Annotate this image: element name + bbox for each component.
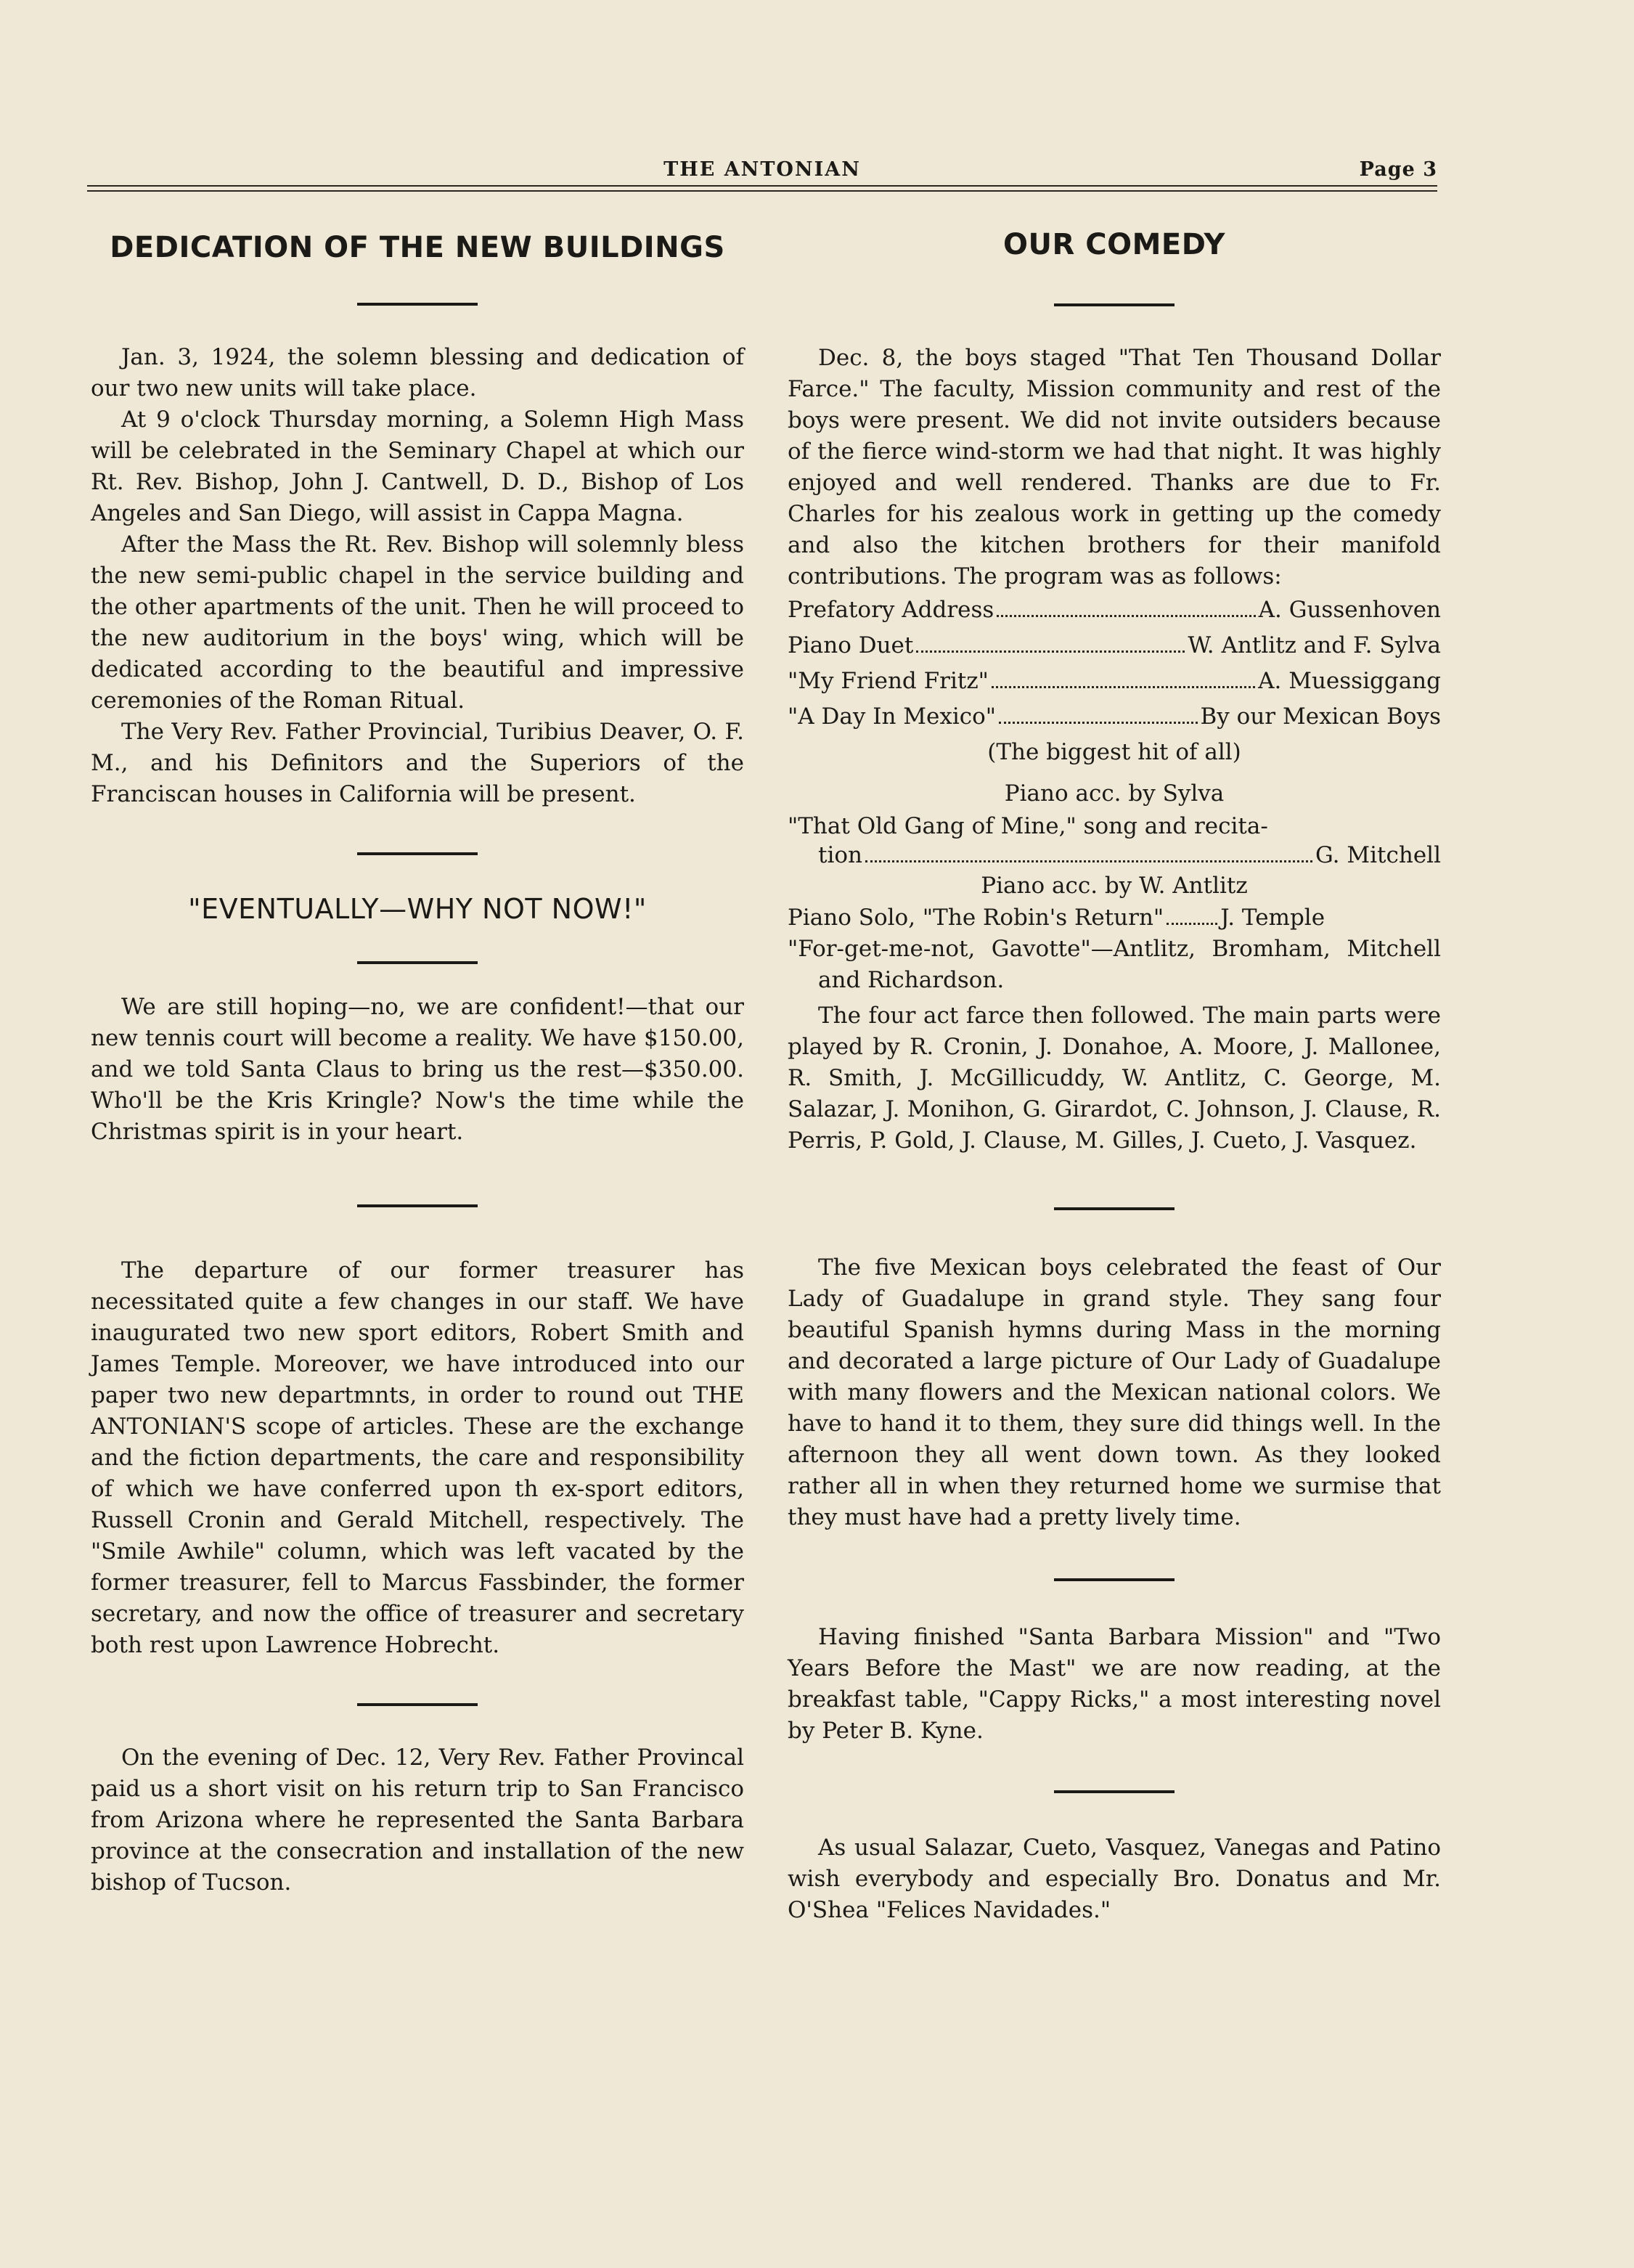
program-item: tion (818, 842, 863, 868)
comedy-headline: OUR COMEDY (1003, 228, 1225, 261)
dedication-paragraph: At 9 o'clock Thursday morning, a Solemn High Mass will be celebrated in the Seminary Chapel at which our Rt. Rev. Bishop, John J. Cantwell, D. D., Bishop of Los Angeles and San Diego, will assist in Cappa Magna. (91, 407, 744, 526)
program-performer: G. Mitchell (1315, 842, 1441, 868)
program-note: (The biggest hit of all) (987, 739, 1241, 765)
section-divider (1054, 1790, 1175, 1793)
program-item: Prefatory Address (788, 597, 994, 623)
provincial-visit-article: On the evening of Dec. 12, Very Rev. Father Provincal paid us a short visit on his return trip to San Francisco from Arizona where he represented the Santa Barbara province at the consecration and installation of the new bishop of Tucson. (91, 1745, 744, 1896)
section-divider (357, 852, 478, 855)
leader-dots (865, 860, 1312, 862)
program-row (788, 592, 1441, 628)
dedication-paragraph: Jan. 3, 1924, the solemn blessing and dedication of our two new units will take place. (91, 344, 744, 401)
program-row (788, 841, 1441, 870)
leader-dots (916, 650, 1185, 653)
left-column (91, 218, 744, 1898)
eventually-headline: "EVENTUALLY—WHY NOT NOW!" (188, 893, 647, 925)
program-performer: By our Mexican Boys (1200, 703, 1441, 730)
program-item: Piano Solo, "The Robin's Return" (788, 905, 1164, 931)
leader-dots (997, 615, 1255, 617)
staff-changes-article: The departure of our former treasurer has necessitated quite a few changes in our staff. We have inaugurated two new sport editors, Robert Smith and James Temple. Moreover, we have introduced into our paper two new departmnts, in order to round out THE ANTONIAN'S scope of articles. These are the exchange and the fiction departments, the care and responsibility of which we have conferred upon th ex-sport editors, Russell Cronin and Gerald Mitchell, respectively. The "Smile Awhile" column, which was left vacated by the former treasurer, fell to Marcus Fassbinder, the former secretary, and now the office of treasurer and secretary both rest upon Lawrence Hobrecht. (91, 1257, 744, 1658)
program-performer: A. Gussenhoven (1258, 597, 1441, 623)
program-gavotte: "For-get-me-not, Gavotte"—Antlitz, Bromham, Mitchell and Richardson. (788, 936, 1441, 993)
section-divider (357, 303, 478, 306)
dedication-paragraph: After the Mass the Rt. Rev. Bishop will solemnly bless the new semi-public chapel in the service building and the other apartments of the unit. Then he will proceed to the new auditorium in the boys' wing, which will be dedicated according to the beautiful and impressive ceremonies of the Roman Ritual. (91, 531, 744, 714)
header-rule-top (87, 185, 1437, 187)
tennis-court-article: We are still hoping—no, we are confident!—that our new tennis court will become a reality. We have $150.00, and we told Santa Claus to bring us the rest—$350.00. Who'll be the Kris Kringle? Now's the time while the Christmas spirit is in your heart. (91, 994, 744, 1145)
program-performer: J. Temple (1220, 905, 1325, 931)
dedication-headline: DEDICATION OF THE NEW BUILDINGS (110, 231, 725, 264)
comedy-cast: The four act farce then followed. The main parts were played by R. Cronin, J. Donahoe, A. Moore, J. Mallonee, R. Smith, J. McGillicuddy, W. Antlitz, C. George, M. Salazar, J. Monihon, G. Girardot, C. Johnson, J. Clause, R. Perris, P. Gold, J. Clause, M. Gilles, J. Cueto, J. Vasquez. (788, 1003, 1441, 1154)
page-number: Page 3 (1359, 158, 1437, 181)
dedication-article (91, 342, 744, 810)
program-row (788, 902, 1441, 934)
newspaper-title: THE ANTONIAN (663, 158, 861, 181)
header-rule-bottom (87, 190, 1437, 192)
greetings-article: As usual Salazar, Cueto, Vasquez, Vanegas and Patino wish everybody and especially Bro. Donatus and Mr. O'Shea "Felices Navidades." (788, 1835, 1441, 1923)
program-item: Piano Duet (788, 632, 914, 658)
leader-dots (999, 722, 1197, 724)
leader-dots (1167, 923, 1217, 925)
page-header (87, 158, 1437, 193)
program-item-line: "That Old Gang of Mine," song and recita- (788, 813, 1268, 839)
right-column (788, 218, 1441, 1926)
guadalupe-article: The five Mexican boys celebrated the feast of Our Lady of Guadalupe in grand style. They sang four beautiful Spanish hymns during Mass in the morning and decorated a large picture of Our Lady of Guadalupe with many flowers and the Mexican national colors. We have to hand it to them, they sure did things well. In the afternoon they all went down town. As they looked rather all in when they returned home we surmise that they must have had a pretty lively time. (788, 1255, 1441, 1530)
program-performer: A. Muessiggang (1258, 668, 1441, 694)
program-accompaniment: Piano acc. by Sylva (1004, 780, 1225, 807)
comedy-intro: Dec. 8, the boys staged "That Ten Thousand Dollar Farce." The faculty, Mission community and rest of the boys were present. We did not invite outsiders because of the fierce wind-storm we had that night. It was highly enjoyed and well rendered. Thanks are due to Fr. Charles for his zealous work in getting up the comedy and also the kitchen brothers for their manifold contributions. The program was as follows: (788, 345, 1441, 590)
program-row (788, 699, 1441, 735)
program-item: "A Day In Mexico" (788, 703, 997, 730)
section-divider (1054, 1578, 1175, 1581)
section-divider (357, 1703, 478, 1706)
section-divider (357, 1204, 478, 1207)
section-divider (1054, 1207, 1175, 1210)
leader-dots (992, 686, 1255, 688)
program-performer: W. Antlitz and F. Sylva (1188, 632, 1441, 658)
dedication-paragraph: The Very Rev. Father Provincial, Turibius Deaver, O. F. M., and his Definitors and the Superiors of the Franciscan houses in California will be present. (91, 719, 744, 807)
reading-article: Having finished "Santa Barbara Mission" and "Two Years Before the Mast" we are now reading, at the breakfast table, "Cappy Ricks," a most interesting novel by Peter B. Kyne. (788, 1624, 1441, 1744)
section-divider (1054, 303, 1175, 306)
comedy-program (788, 592, 1441, 934)
program-row (788, 664, 1441, 699)
program-item: "My Friend Fritz" (788, 668, 989, 694)
section-divider (357, 961, 478, 964)
program-row (788, 628, 1441, 664)
program-accompaniment: Piano acc. by W. Antlitz (981, 873, 1248, 899)
